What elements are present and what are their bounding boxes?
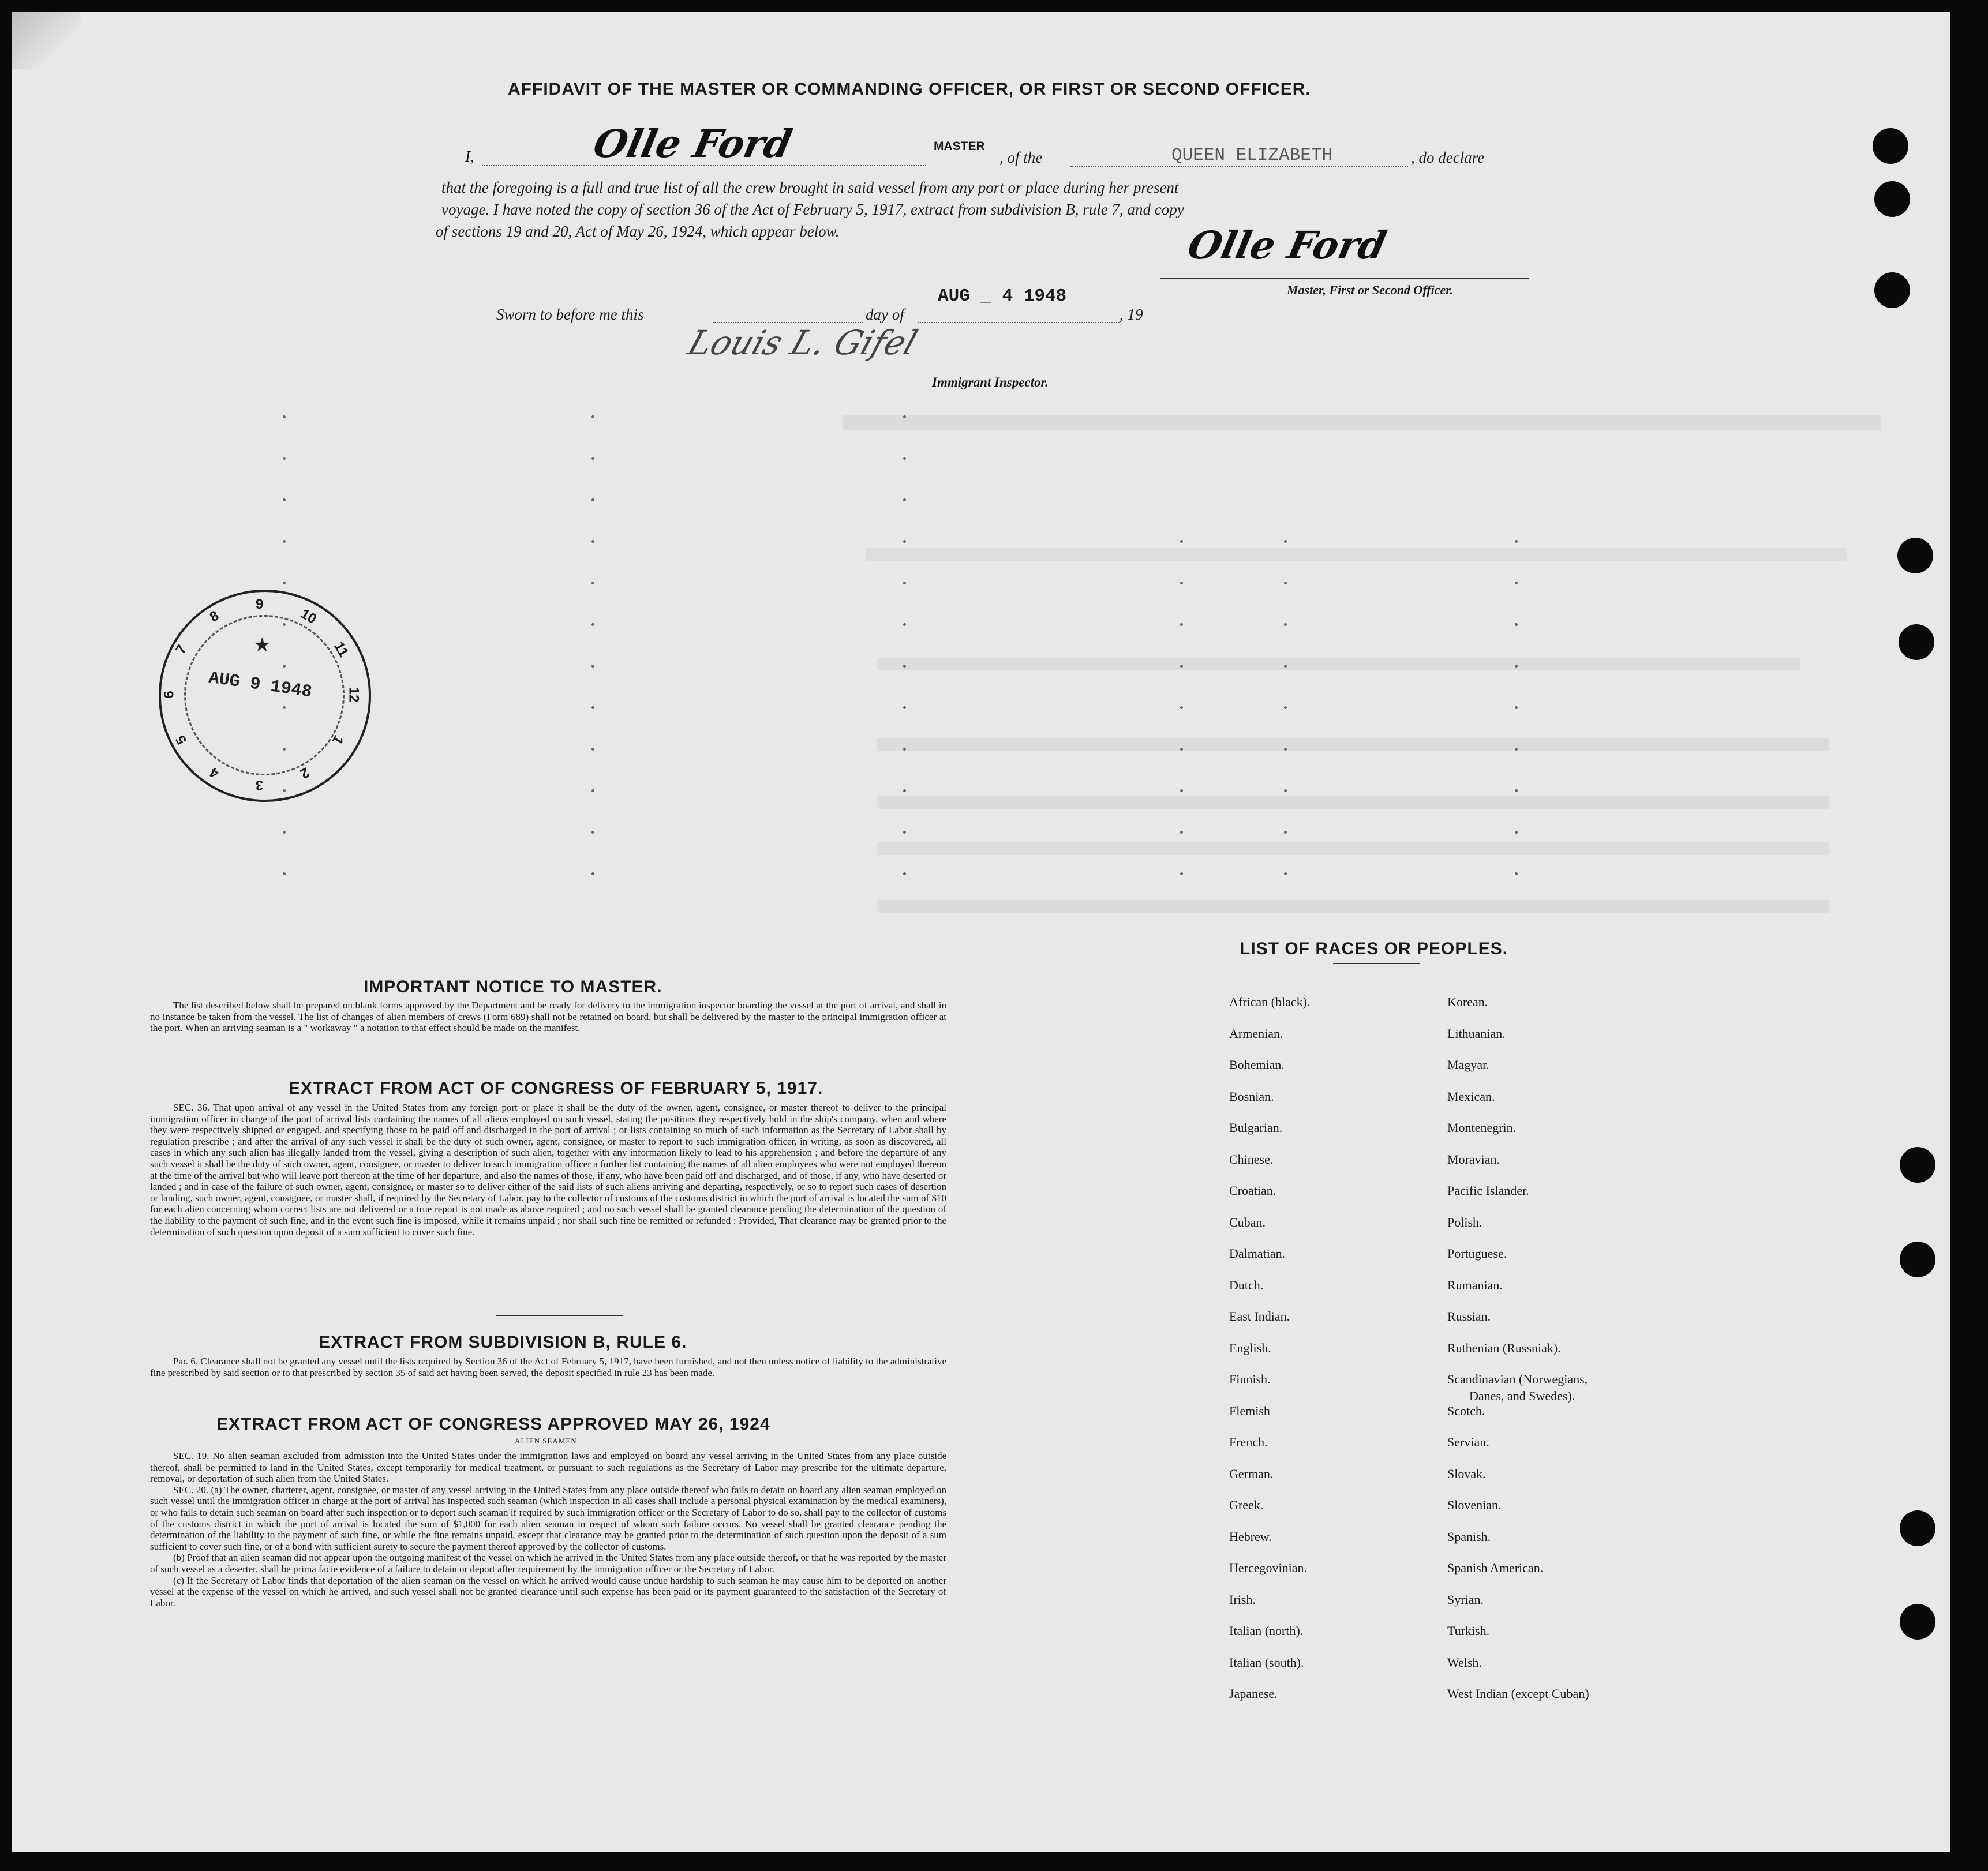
of-the-label: , of the xyxy=(999,149,1043,166)
star-icon: ★ xyxy=(253,635,271,656)
dot-leader xyxy=(283,872,286,875)
postmark-ring-number: 6 xyxy=(161,691,177,699)
race-item: Servian. xyxy=(1447,1435,1489,1449)
inspector-caption: Immigrant Inspector. xyxy=(932,375,1049,389)
master-signature: Olle Ford xyxy=(589,121,796,166)
dot-leader xyxy=(1180,706,1183,709)
notice-title: IMPORTANT NOTICE TO MASTER. xyxy=(364,977,662,996)
affidavit-line-1: that the foregoing is a full and true list of all the crew brought in said vessel from any port or place during her present xyxy=(441,179,1179,196)
extract-rule6-title: EXTRACT FROM SUBDIVISION B, RULE 6. xyxy=(319,1333,687,1352)
punch-hole xyxy=(1900,1510,1935,1546)
dot-leader xyxy=(1180,540,1183,543)
punch-hole xyxy=(1900,1604,1935,1640)
day-of-label: day of xyxy=(866,306,904,323)
race-item: Pacific Islander. xyxy=(1447,1183,1529,1198)
race-item: Scotch. xyxy=(1447,1403,1485,1418)
dot-leader xyxy=(1284,706,1287,709)
race-item: Spanish. xyxy=(1447,1529,1491,1544)
postmark-date: AUG 9 1948 xyxy=(207,668,313,703)
race-item: Slovak. xyxy=(1447,1466,1486,1481)
dot-leader xyxy=(1515,789,1518,792)
dot-leader xyxy=(1515,872,1518,875)
postmark-ring-number: 12 xyxy=(346,687,362,703)
dot-leader xyxy=(591,831,594,834)
dot-leader xyxy=(903,415,906,418)
stamped-date: AUG _ 4 1948 xyxy=(938,286,1067,306)
race-item: Italian (north). xyxy=(1229,1623,1304,1638)
sec-20b: (b) Proof that an alien seaman did not appear upon the outgoing manifest of the vessel on which he arrived in the United States from any place outside thereof, or that he was reported by the master of such vessel as a deserter, shall be prima facie evidence of a failure to detain or deport after requirement by the immigration officer or the Secretary of Labor. xyxy=(150,1552,946,1574)
race-item: Portuguese. xyxy=(1447,1246,1507,1261)
dot-leader xyxy=(1284,789,1287,792)
dot-leader xyxy=(1515,540,1518,543)
dot-leader xyxy=(903,789,906,792)
dot-leader xyxy=(903,540,906,543)
dot-leader xyxy=(1284,748,1287,751)
document-sheet xyxy=(12,12,1950,1852)
dot-leader xyxy=(1515,748,1518,751)
postmark-ring-number: 1 xyxy=(329,732,347,747)
race-item: Mexican. xyxy=(1447,1089,1495,1104)
punch-hole xyxy=(1899,624,1934,660)
extract-1924-title: EXTRACT FROM ACT OF CONGRESS APPROVED MAY 26, 1924 xyxy=(216,1415,770,1434)
punch-hole xyxy=(1873,128,1908,164)
affidavit-title: AFFIDAVIT OF THE MASTER OR COMMANDING OFFICER, OR FIRST OR SECOND OFFICER. xyxy=(508,80,1311,99)
year-label: , 19 xyxy=(1120,306,1143,323)
dot-leader xyxy=(1180,748,1183,751)
dot-leader xyxy=(591,706,594,709)
race-item: West Indian (except Cuban) xyxy=(1447,1686,1589,1701)
punch-hole xyxy=(1897,538,1933,573)
affidavit-line-2: voyage. I have noted the copy of section 36 of the Act of February 5, 1917, extract from subdivision B, rule 7, and copy xyxy=(441,201,1184,218)
dot-leader xyxy=(903,498,906,501)
officer-caption: Master, First or Second Officer. xyxy=(1287,283,1454,297)
race-item: Irish. xyxy=(1229,1592,1256,1607)
race-item: German. xyxy=(1229,1466,1274,1481)
dot-leader xyxy=(1515,582,1518,584)
affidavit-line-3: of sections 19 and 20, Act of May 26, 1924, which appear below. xyxy=(436,223,840,240)
dot-leader xyxy=(903,457,906,460)
dot-leader xyxy=(903,582,906,584)
dot-leader xyxy=(283,498,286,501)
race-item: African (black). xyxy=(1229,995,1311,1009)
dot-leader xyxy=(1180,872,1183,875)
do-declare-label: , do declare xyxy=(1411,149,1485,166)
race-item: Croatian. xyxy=(1229,1183,1276,1198)
race-item: Magyar. xyxy=(1447,1058,1489,1072)
dot-leader xyxy=(1284,872,1287,875)
race-item: Italian (south). xyxy=(1229,1655,1304,1670)
i-label: I, xyxy=(465,148,474,165)
race-item: Rumanian. xyxy=(1447,1277,1503,1292)
dot-leader xyxy=(1284,831,1287,834)
race-item: Japanese. xyxy=(1229,1686,1278,1701)
race-item: Greek. xyxy=(1229,1498,1264,1512)
dot-leader xyxy=(903,831,906,834)
postmark-ring-number: 11 xyxy=(331,639,352,660)
punch-hole xyxy=(1874,272,1910,308)
sec-20c: (c) If the Secretary of Labor finds that deportation of the alien seaman on the vessel on which he arrived would cause undue hardship to such seaman he may cause him to be deported on another vessel at the expense of the vessel on which he arrived, and such vessel shall not be granted clearance until such expense has been paid or its payment guaranteed to the satisfaction of the Secretary of Labor. xyxy=(150,1574,946,1608)
race-item: Armenian. xyxy=(1229,1026,1283,1041)
extract-1924-body xyxy=(150,1450,946,1608)
dot-leader xyxy=(1515,706,1518,709)
race-item: Finnish. xyxy=(1229,1372,1271,1386)
postmark-ring-number: 9 xyxy=(256,597,264,612)
dot-leader xyxy=(903,748,906,751)
dot-leader xyxy=(1284,623,1287,626)
races-scandinavian-cont: Danes, and Swedes). xyxy=(1469,1389,1575,1403)
race-item: Turkish. xyxy=(1447,1623,1490,1638)
race-item: French. xyxy=(1229,1435,1268,1449)
race-item: Bulgarian. xyxy=(1229,1120,1283,1135)
dot-leader xyxy=(591,665,594,668)
race-item: Lithuanian. xyxy=(1447,1026,1506,1041)
postmark-ring-number: 8 xyxy=(207,608,222,625)
race-item: East Indian. xyxy=(1229,1309,1290,1323)
dot-leader xyxy=(1284,540,1287,543)
dot-leader xyxy=(1180,582,1183,584)
dot-leader xyxy=(591,789,594,792)
dot-leader xyxy=(1180,831,1183,834)
race-item: Chinese. xyxy=(1229,1152,1274,1167)
dot-leader xyxy=(591,540,594,543)
dot-leader xyxy=(903,623,906,626)
extract-rule6-body: Par. 6. Clearance shall not be granted any vessel until the lists required by Section 36 of the Act of February 5, 1917, have been furnished, and not then unless notice of liability to the administrative fine prescribed by said section or to that prescribed by section 35 of said act having been served, the deposit specified in rule 23 has been made. xyxy=(150,1356,946,1378)
races-column-1 xyxy=(1229,995,1402,1718)
dot-leader xyxy=(591,415,594,418)
race-item: Bohemian. xyxy=(1229,1058,1285,1072)
race-item: Hebrew. xyxy=(1229,1529,1272,1544)
postmark-stamp xyxy=(159,590,371,802)
dot-leader xyxy=(903,706,906,709)
race-item: Polish. xyxy=(1447,1214,1482,1229)
sworn-label: Sworn to before me this xyxy=(496,306,644,323)
dot-leader xyxy=(903,872,906,875)
dot-leader xyxy=(283,457,286,460)
dot-leader xyxy=(283,540,286,543)
dot-leader xyxy=(591,582,594,584)
race-item: Scandinavian (Norwegians, xyxy=(1447,1372,1588,1386)
dot-leader xyxy=(591,457,594,460)
race-item: Korean. xyxy=(1447,995,1488,1009)
race-item: English. xyxy=(1229,1340,1271,1355)
postmark-ring-number: 5 xyxy=(173,732,190,747)
race-item: Slovenian. xyxy=(1447,1498,1502,1512)
dot-leader xyxy=(283,831,286,834)
dot-leader xyxy=(283,415,286,418)
punch-hole xyxy=(1900,1147,1935,1183)
dot-leader xyxy=(1515,623,1518,626)
race-item: Montenegrin. xyxy=(1447,1120,1517,1135)
dot-leader xyxy=(591,748,594,751)
extract-1924-subtitle: ALIEN SEAMEN xyxy=(515,1437,577,1445)
race-item: Hercegovinian. xyxy=(1229,1561,1307,1575)
dot-leader xyxy=(1284,665,1287,668)
punch-hole xyxy=(1900,1242,1935,1277)
dot-leader xyxy=(1180,789,1183,792)
postmark-ring-number: 7 xyxy=(173,642,190,657)
dot-leader xyxy=(591,872,594,875)
extract-1917-body: SEC. 36. That upon arrival of any vessel in the United States from any foreign port or place it shall be the duty of the owner, agent, consignee, or master thereof to deliver to the principal immigration officer in charge of the port of arrival lists containing the names of all aliens employed on such vessel, stating the positions they respectively hold in the ship's company, when and where they were respectively shipped or engaged, and specifying those to be paid off and discharged in the port of arrival ; or lists containing so much of such information as the Secretary of Labor shall by regulation prescribe ; and after the arrival of any such vessel it shall be the duty of such owner, agent, consignee, or master to report to such immigration officer, in writing, as soon as discovered, all cases in which any such alien has illegally landed from the vessel, giving a description of such alien, together with any information likely to lead to his apprehension ; and before the departure of any such vessel it shall be the duty of such owner, agent, consignee, or master to deliver to such immigration officer a further list containing the names of all alien employees who were not employed thereon at the time of the arrival but who will leave port thereon at the time of her departure, and also the names of those, if any, who have been paid off and discharged, and of those, if any, who have deserted or landed ; and in case of the failure of such owner, agent, consignee, or master so to deliver either of the said lists of such aliens arriving and departing, respectively, or so to report such cases of desertion or landing, such owner, agent, consignee, or master shall, if required by the Secretary of Labor, pay to the collector of customs of the customs district in which the port of arrival is located the sum of $10 for each alien concerning whom correct lists are not delivered or a true report is not made as above required ; and no such vessel shall be granted clearance pending the determination of the question of the liability to the payment of such fine, and in the event such fine is imposed, while it remains unpaid ; nor shall such fine be remitted or refunded : Provided, That clearance may be granted prior to the determination of such question upon deposit of a sum sufficient to cover such fine. xyxy=(150,1102,946,1238)
postmark-ring-number: 10 xyxy=(298,606,319,627)
postmark-ring-number: 4 xyxy=(207,764,222,782)
sec-19: SEC. 19. No alien seaman excluded from admission into the United States under the immigration laws and employed on board any vessel arriving in the United States from any place outside thereof, shall be permitted to land in the United States, except temporarily for medical treatment, or pursuant to such regulations as the Secretary of Labor may prescribe for the ultimate departure, removal, or deportation of such alien from the United States. xyxy=(150,1450,946,1484)
race-item: Bosnian. xyxy=(1229,1089,1274,1104)
postmark-ring-number: 3 xyxy=(256,777,264,793)
dot-leader xyxy=(1180,623,1183,626)
races-title: LIST OF RACES OR PEOPLES. xyxy=(1240,939,1508,958)
race-item: Moravian. xyxy=(1447,1152,1500,1167)
master-label: MASTER xyxy=(934,140,985,153)
dot-leader xyxy=(1284,582,1287,584)
race-item: Cuban. xyxy=(1229,1214,1266,1229)
race-item: Welsh. xyxy=(1447,1655,1482,1670)
race-item: Spanish American. xyxy=(1447,1561,1544,1575)
race-item: Syrian. xyxy=(1447,1592,1484,1607)
race-item: Ruthenian (Russniak). xyxy=(1447,1340,1561,1355)
dot-leader xyxy=(1515,831,1518,834)
dot-leader xyxy=(1180,665,1183,668)
extract-1917-title: EXTRACT FROM ACT OF CONGRESS OF FEBRUARY 5, 1917. xyxy=(289,1079,823,1098)
vessel-name: QUEEN ELIZABETH xyxy=(1171,145,1333,166)
dot-leader xyxy=(903,665,906,668)
punch-hole xyxy=(1874,181,1910,217)
inspector-signature: Louis L. Gifel xyxy=(683,323,923,362)
race-item: Dalmatian. xyxy=(1229,1246,1286,1261)
postmark-ring-number: 2 xyxy=(297,764,312,782)
dot-leader xyxy=(591,498,594,501)
race-item: Russian. xyxy=(1447,1309,1491,1323)
dot-leader xyxy=(283,582,286,584)
races-column-2 xyxy=(1447,995,1690,1718)
dot-leader xyxy=(1515,665,1518,668)
officer-signature: Olle Ford xyxy=(1184,223,1391,268)
sec-20a: SEC. 20. (a) The owner, charterer, agent, consignee, or master of any vessel arriving in the United States from any place outside thereof who fails to detain on board any alien seaman employed on such vessel until the immigration officer in charge at the port of arrival has inspected such seaman (which inspection in all cases shall include a personal physical examination by the medical examiners), or who fails to detain such seaman on board after such inspection or to deport such seaman if required by such immigration officer or the Secretary of Labor to do so, shall pay to the collector of customs of the customs district in which the port of arrival is located the sum of $1,000 for each alien seaman in respect of whom such failure occurs. No vessel shall be granted clearance pending the determination of the liability to the payment of such fine, or while the fine remains unpaid, except that clearance may be granted prior to the determination of such question upon the deposit of a sum sufficient to cover such fine, or of a bond with sufficient surety to secure the payment thereof approved by the collector of customs. xyxy=(150,1484,946,1552)
dot-leader xyxy=(591,623,594,626)
notice-body: The list described below shall be prepared on blank forms approved by the Department and be ready for delivery to the immigration inspector boarding the vessel at the port of arrival, and shall in no instance be taken from the vessel. The list of changes of alien members of crews (Form 689) shall not be retained on board, but shall be delivered by the master to the principal immigration officer at the port. When an arriving seaman is a " workaway " a notation to that effect should be made on the manifest. xyxy=(150,1000,946,1034)
race-item: Flemish xyxy=(1229,1403,1270,1418)
race-item: Dutch. xyxy=(1229,1277,1264,1292)
